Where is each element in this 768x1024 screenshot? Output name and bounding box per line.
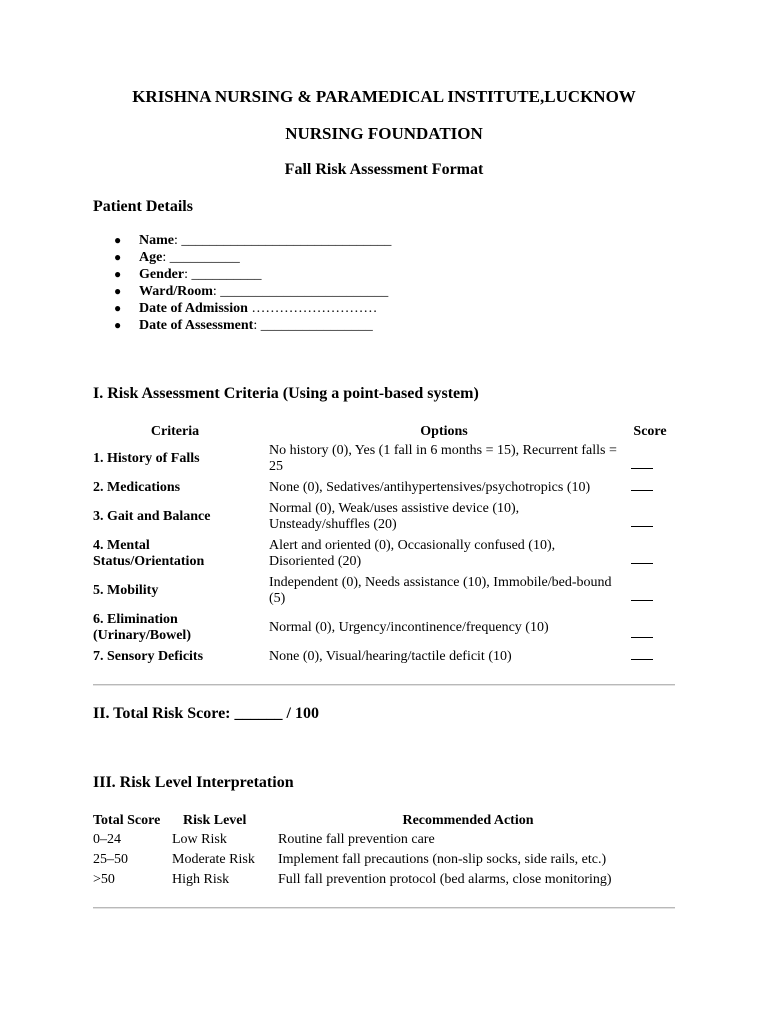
bullet-icon: ●: [114, 250, 122, 264]
interpretation-heading: III. Risk Level Interpretation: [93, 774, 294, 791]
recommended-action: Routine fall prevention care: [278, 832, 435, 847]
score-blank: [625, 535, 675, 572]
criteria-row: [87, 441, 675, 477]
score-blank: [625, 477, 675, 499]
criteria-row: [87, 535, 675, 572]
bullet-icon: ●: [114, 284, 122, 298]
interpretation-header-row: [93, 811, 658, 830]
column-header-score: Score: [633, 424, 667, 439]
score-blank: [625, 646, 675, 668]
total-score-range: 25–50: [93, 852, 128, 867]
criteria-options: None (0), Sedatives/antihypertensives/psychotropics (10): [269, 480, 591, 495]
patient-field-name: ● Name: ______________________________: [114, 233, 392, 248]
score-blank: [625, 609, 675, 646]
interpretation-table: [93, 811, 658, 890]
criteria-name: 4. Mental Status/Orientation: [93, 537, 205, 569]
criteria-name: 5. Mobility: [93, 582, 159, 598]
criteria-options: Normal (0), Weak/uses assistive device (10), Unsteady/shuffles (20): [269, 501, 520, 532]
criteria-options: None (0), Visual/hearing/tactile deficit (10): [269, 649, 512, 664]
score-blank: [625, 499, 675, 535]
criteria-name: 2. Medications: [93, 480, 181, 495]
horizontal-rule: [93, 907, 675, 909]
form-title: Fall Risk Assessment Format: [284, 161, 484, 178]
patient-field-ward-room: ● Ward/Room: ________________________: [114, 284, 389, 299]
criteria-table: [87, 423, 675, 668]
criteria-name: 7. Sensory Deficits: [93, 649, 204, 664]
department-title: NURSING FOUNDATION: [285, 124, 483, 143]
bullet-icon: ●: [114, 267, 122, 281]
patient-details-list: [93, 232, 391, 334]
criteria-heading: I. Risk Assessment Criteria (Using a point-based system): [93, 385, 479, 402]
recommended-action: Full fall prevention protocol (bed alarms, close monitoring): [278, 872, 612, 887]
score-blank: [625, 441, 675, 477]
recommended-action: Implement fall precautions (non-slip socks, side rails, etc.): [278, 852, 607, 867]
column-header-risk-level: Risk Level: [183, 812, 247, 828]
risk-level: High Risk: [172, 872, 230, 887]
patient-field-gender: ● Gender: __________: [114, 267, 262, 282]
interpretation-row: [93, 850, 658, 870]
bullet-icon: ●: [114, 301, 122, 315]
bullet-icon: ●: [114, 233, 122, 247]
institute-title: KRISHNA NURSING & PARAMEDICAL INSTITUTE,LUCKNOW: [132, 87, 636, 106]
criteria-name: 3. Gait and Balance: [93, 509, 211, 524]
column-header-recommended-action: Recommended Action: [402, 812, 534, 828]
criteria-row: [87, 477, 675, 499]
criteria-options: No history (0), Yes (1 fall in 6 months = 15), Recurrent falls = 25: [269, 443, 617, 474]
bullet-icon: ●: [114, 318, 122, 332]
patient-details-heading: Patient Details: [93, 198, 193, 215]
criteria-options: Normal (0), Urgency/incontinence/frequency (10): [269, 619, 549, 635]
risk-level: Moderate Risk: [172, 852, 255, 867]
interpretation-row: [93, 830, 658, 850]
criteria-options: Independent (0), Needs assistance (10), Immobile/bed-bound (5): [269, 574, 612, 606]
criteria-row: [87, 572, 675, 609]
criteria-row: [87, 609, 675, 646]
patient-field-age: ● Age: __________: [114, 250, 240, 265]
criteria-row: [87, 646, 675, 668]
interpretation-row: [93, 870, 658, 890]
criteria-header-row: [87, 423, 675, 441]
column-header-options: Options: [420, 424, 468, 439]
criteria-row: [87, 499, 675, 535]
total-score-range: 0–24: [93, 832, 121, 847]
column-header-criteria: Criteria: [150, 424, 200, 439]
risk-level: Low Risk: [172, 832, 227, 847]
horizontal-rule: [93, 684, 675, 686]
criteria-options: Alert and oriented (0), Occasionally confused (10), Disoriented (20): [269, 537, 556, 569]
criteria-name: 1. History of Falls: [93, 451, 200, 466]
score-blank: [625, 572, 675, 609]
patient-field-date-of-admission: ● Date of Admission ………………………: [114, 301, 378, 316]
total-risk-score: II. Total Risk Score: ______ / 100: [93, 705, 319, 722]
total-score-range: >50: [93, 872, 115, 887]
column-header-total-score: Total Score: [93, 812, 161, 828]
criteria-name: 6. Elimination (Urinary/Bowel): [93, 611, 191, 643]
patient-field-date-of-assessment: ● Date of Assessment: ________________: [114, 318, 373, 333]
